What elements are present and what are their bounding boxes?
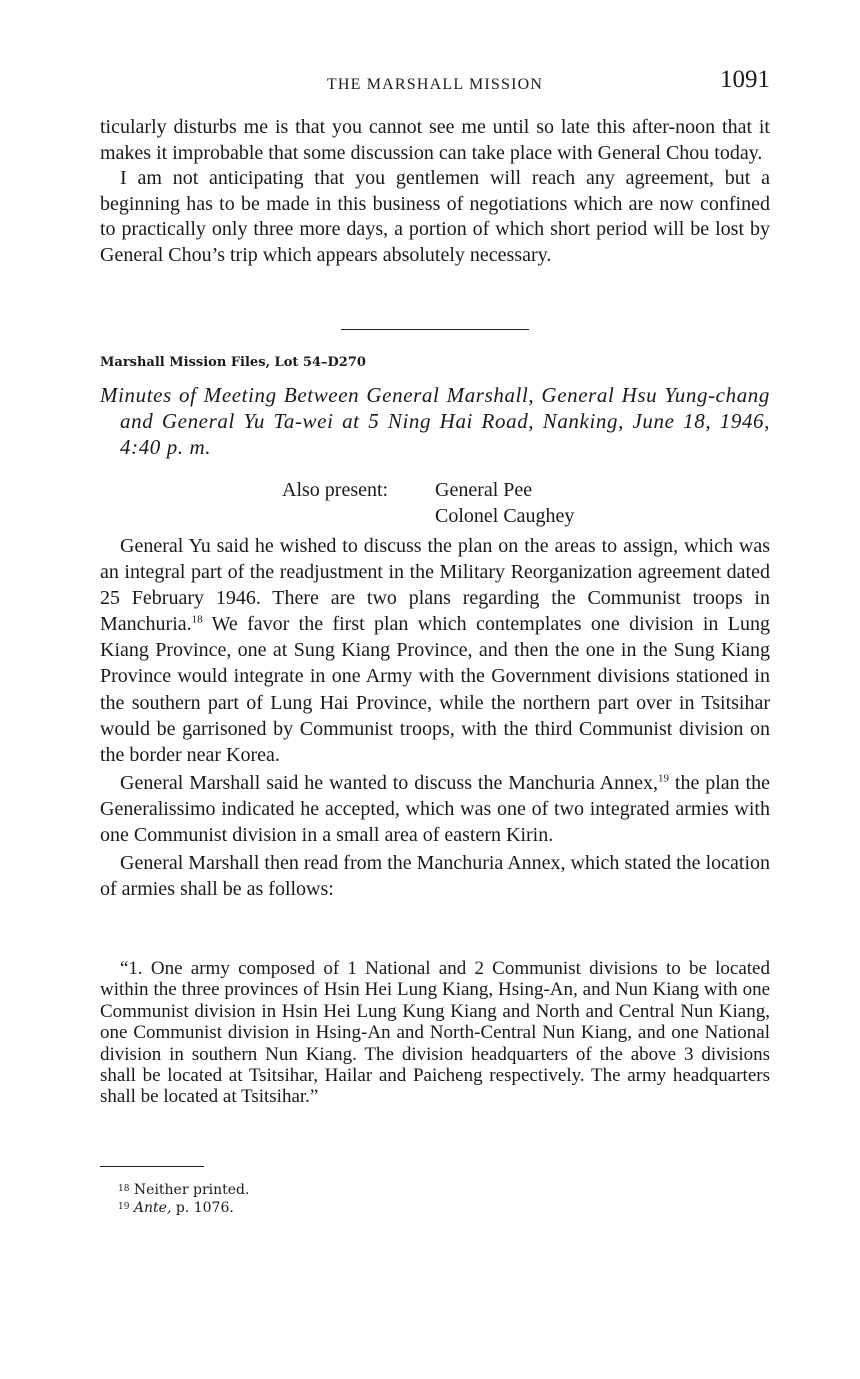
continued-text bbox=[100, 115, 770, 269]
footnote-mark: 19 bbox=[118, 1202, 130, 1212]
running-title: THE MARSHALL MISSION bbox=[326, 76, 544, 93]
paragraph-text: We favor the first plan which contemplates one division in Lung Kiang Province, one at Sung Kiang Province, and then the one in the Sung Kiang Province would integrate in one Army with the Government divisions stationed in the southern part of Lung Hai Province, while the northern part over in Tsitsihar would be garrisoned by Communist troops, with the third Communist division on the border near Korea. bbox=[100, 613, 770, 766]
running-header bbox=[100, 66, 770, 102]
footnote-mark: 18 bbox=[118, 1184, 130, 1194]
also-present-block bbox=[282, 477, 575, 527]
footnote-reference[interactable]: 18 bbox=[191, 613, 203, 626]
paragraph: I am not anticipating that you gentlemen will reach any agreement, but a beginning has to be made in this business of negotiations which are now confined to practically only three more days, a portion of which short period will be lost by General Chou’s trip which appears absolutely necessary. bbox=[100, 167, 770, 266]
section-divider bbox=[341, 329, 529, 330]
paragraph bbox=[100, 533, 770, 768]
paragraph bbox=[100, 770, 770, 848]
attendee-name: General Pee bbox=[435, 479, 533, 501]
footnote-reference[interactable]: 19 bbox=[657, 772, 669, 785]
attendee-name: Colonel Caughey bbox=[435, 505, 575, 527]
paragraph-text: General Yu said he wished to discuss the plan on the areas to assign, which was an integral part of the readjustment in the Military Reorganization agreement dated 25 February 1946. There are two plans regarding the Communist troops in Manchuria. bbox=[100, 535, 770, 636]
paragraph: General Marshall then read from the Manchuria Annex, which stated the location of armies shall be as follows: bbox=[100, 852, 770, 901]
footnote-text: p. 1076. bbox=[171, 1200, 234, 1216]
footnote-text: Neither printed. bbox=[133, 1182, 250, 1198]
footnote bbox=[118, 1181, 249, 1199]
document-title: Minutes of Meeting Between General Marshall, General Hsu Yung-chang and General Yu Ta-wei at 5 Ning Hai Road, Nanking, June 18, 1946, 4:40 p. m. bbox=[100, 383, 770, 459]
also-present-label: Also present: bbox=[282, 479, 389, 501]
footnote bbox=[118, 1199, 249, 1217]
footnote-italic-text: Ante, bbox=[133, 1200, 172, 1216]
page-number: 1091 bbox=[720, 66, 770, 93]
paragraph-text: the plan the Generalissimo indicated he accepted, which was one of two integrated armies with one Communist division in a small area of eastern Kirin. bbox=[100, 771, 770, 847]
source-citation: Marshall Mission Files, Lot 54–D270 bbox=[100, 355, 366, 370]
minutes-body bbox=[100, 533, 770, 902]
attendee-list bbox=[435, 477, 574, 529]
paragraph-text: General Marshall said he wanted to discuss the Manchuria Annex, bbox=[120, 771, 658, 794]
paragraph-continued: ticularly disturbs me is that you cannot see me until so late this after-noon that it makes it improbable that some discussion can take place with General Chou today. bbox=[100, 116, 770, 164]
block-quote: “1. One army composed of 1 National and 2 Communist divisions to be located within the three provinces of Hsin Hei Lung Kiang, Hsing-An, and Nun Kiang with one Communist division in Hsin Hei Lung Kung Kiang and North and Central Nun Kiang, one Communist division in Hsing-An and North-Central Nun Kiang, and one National division in southern Nun Kiang. The division headquarters of the above 3 divisions shall be located at Tsitsihar, Hailar and Paicheng respectively. The army headquarters shall be located at Tsitsihar.” bbox=[100, 958, 770, 1108]
footnote-divider bbox=[100, 1166, 204, 1167]
footnotes bbox=[118, 1181, 249, 1217]
